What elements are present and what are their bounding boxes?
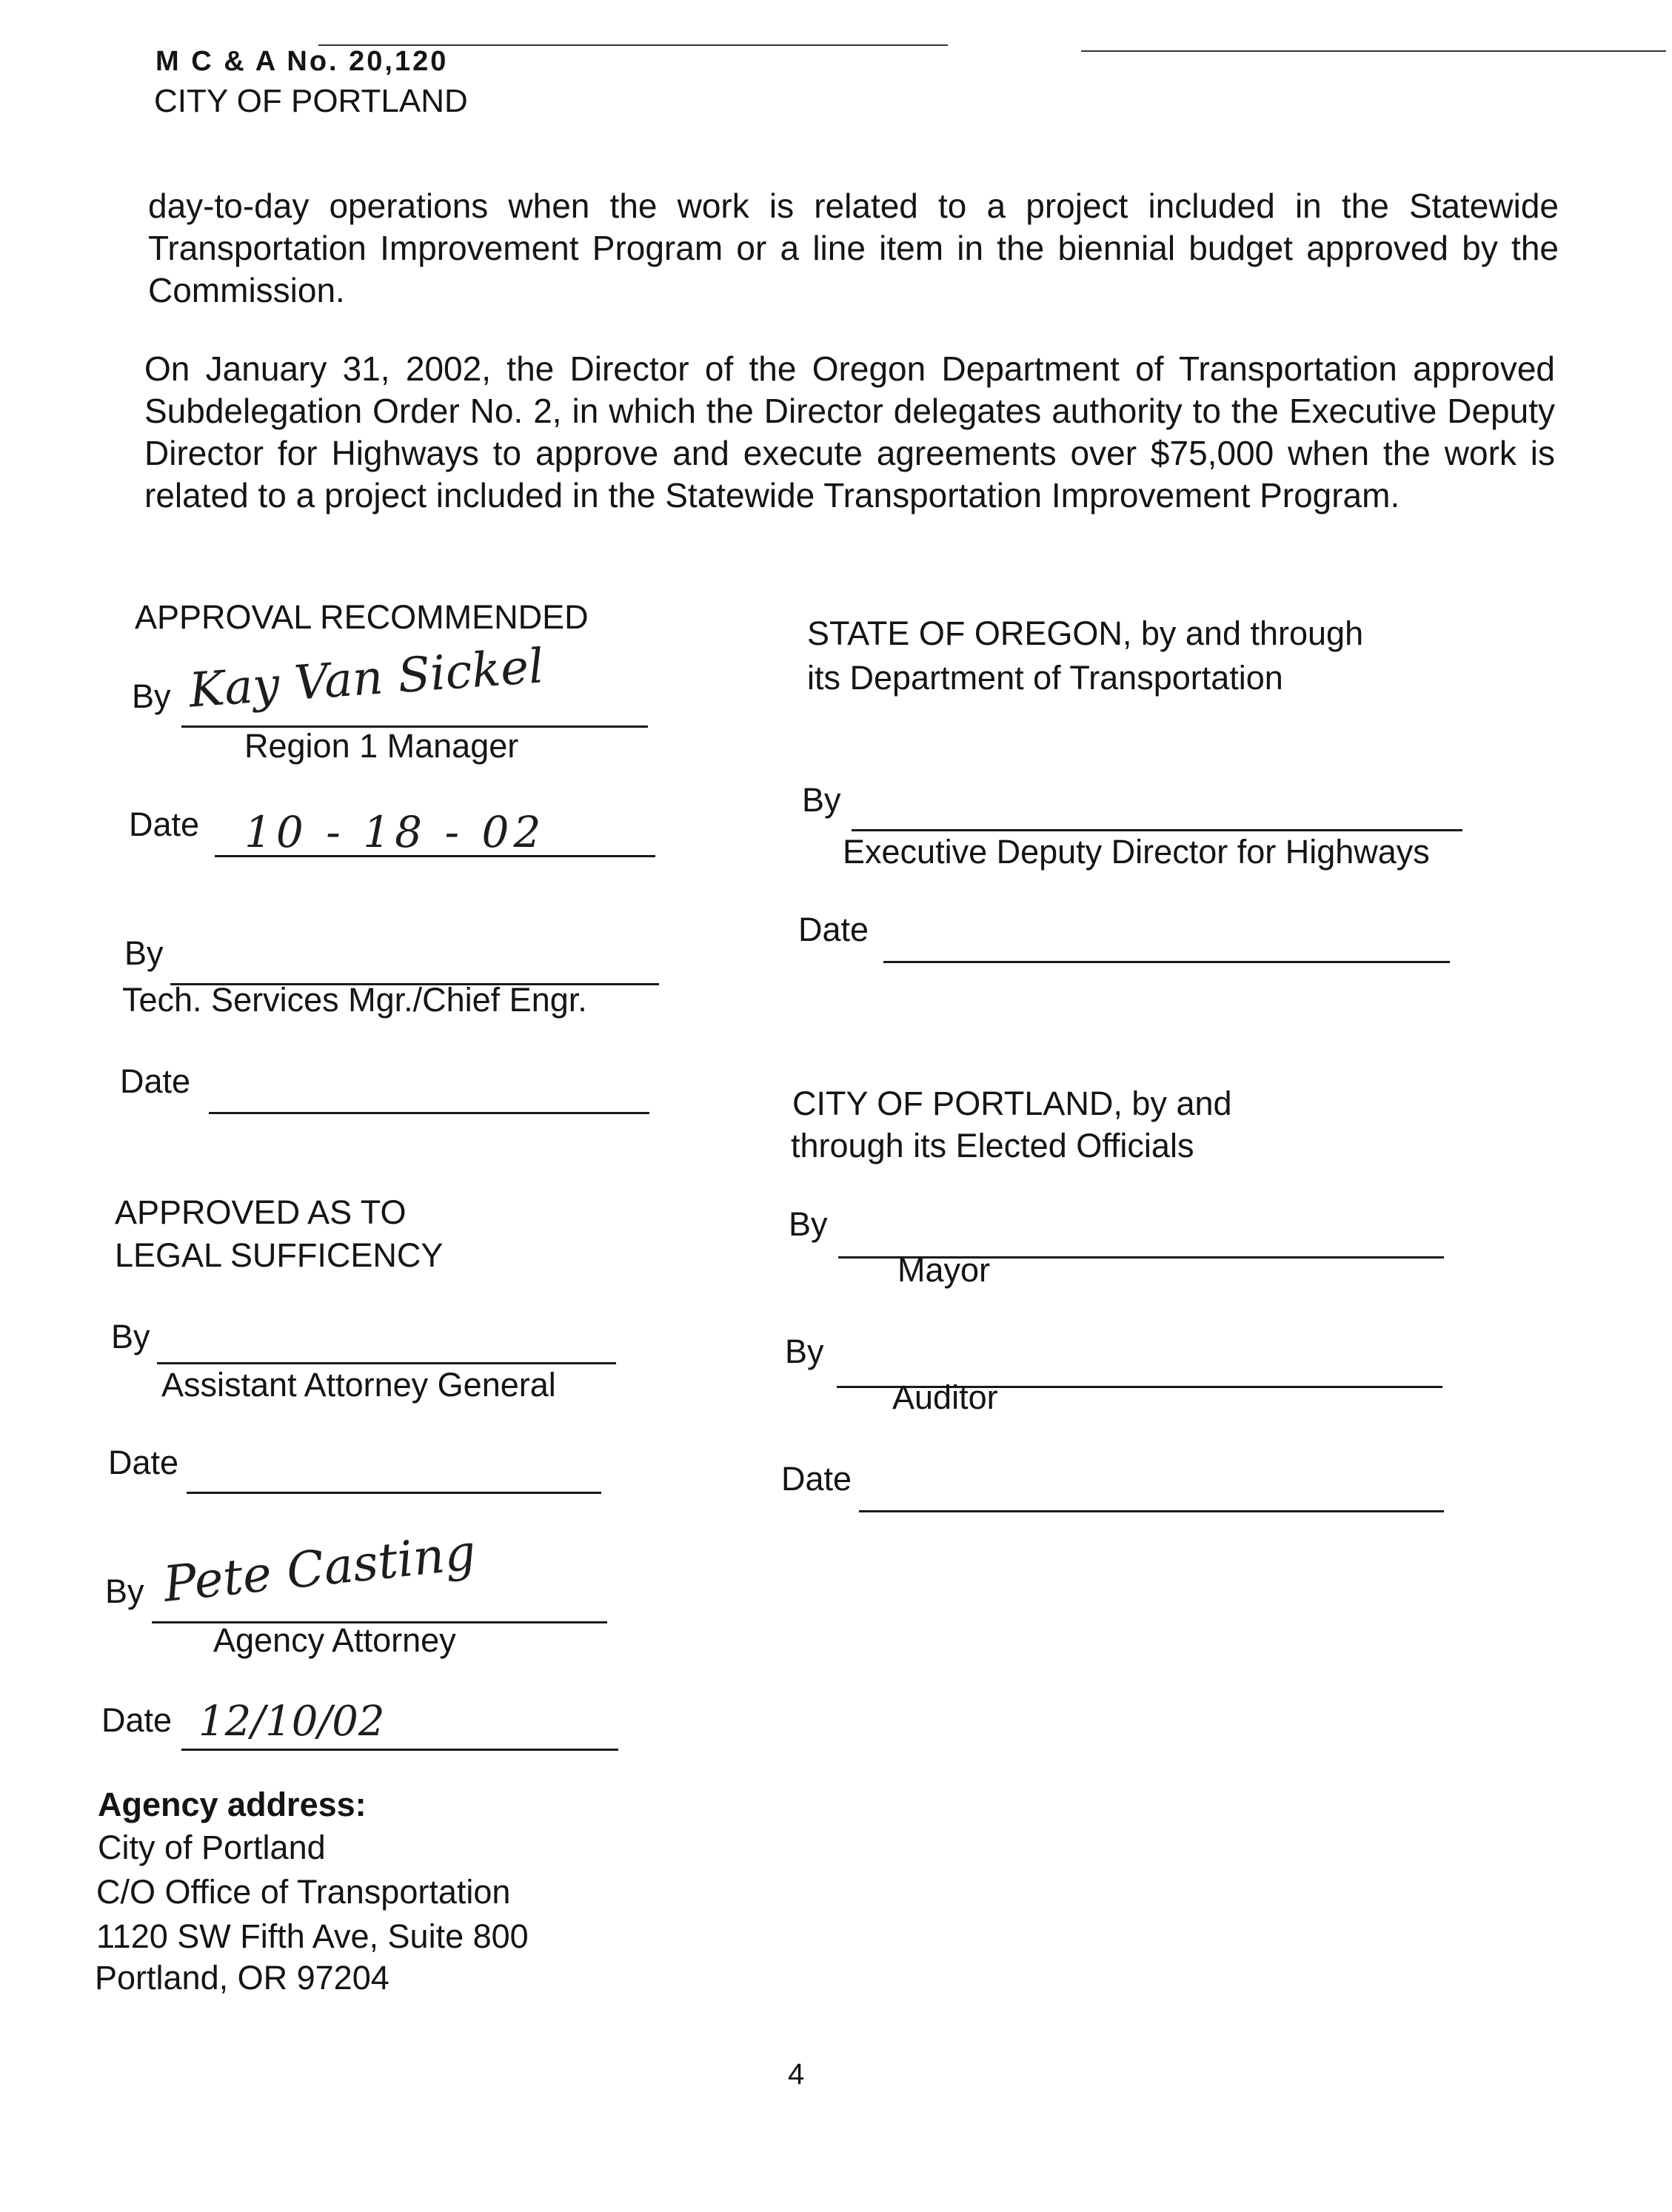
by-label-auditor: By	[785, 1333, 824, 1370]
header-rule-right	[1081, 50, 1666, 52]
date-label-region: Date	[129, 805, 200, 843]
region-signature: Kay Van Sickel	[187, 639, 546, 719]
agency-attorney-date-handwritten: 12/10/02	[198, 1697, 385, 1746]
date-label-aag: Date	[108, 1444, 179, 1481]
agency-address-line-1: City of Portland	[98, 1829, 326, 1866]
agency-address-title: Agency address:	[98, 1786, 367, 1823]
date-label-agency-attorney: Date	[101, 1701, 173, 1739]
approval-recommended-heading: APPROVAL RECOMMENDED	[135, 598, 589, 636]
paragraph-2: On January 31, 2002, the Director of the Oregon Department of Transportation approved Subdelegation Order No. 2, in which the Director delegates authority to the Executive Deputy Director for Highways to approve and execute agreements over $75,000 when the work is related to a project included in the Statewide Transportation Improvement Program.	[144, 349, 1555, 515]
agency-address-line-2: C/O Office of Transportation	[96, 1873, 511, 1911]
exec-deputy-director-caption: Executive Deputy Director for Highways	[843, 833, 1430, 871]
assistant-attorney-general-caption: Assistant Attorney General	[161, 1366, 556, 1404]
date-label-tech: Date	[120, 1062, 191, 1100]
signature-line-exec[interactable]	[852, 829, 1462, 831]
state-heading-line-1: STATE OF OREGON, by and through	[807, 614, 1364, 652]
date-line-city[interactable]	[859, 1510, 1444, 1512]
legal-heading-line-1: APPROVED AS TO	[115, 1193, 407, 1231]
state-heading-line-2: its Department of Transportation	[807, 659, 1283, 697]
date-line-exec[interactable]	[883, 961, 1450, 963]
agency-address-line-4: Portland, OR 97204	[95, 1959, 389, 1997]
by-label-tech: By	[124, 934, 164, 972]
by-label-agency-attorney: By	[105, 1572, 144, 1610]
mayor-caption: Mayor	[897, 1251, 991, 1289]
tech-services-caption: Tech. Services Mgr./Chief Engr.	[122, 981, 587, 1019]
agency-address-line-3: 1120 SW Fifth Ave, Suite 800	[96, 1917, 529, 1955]
agency-attorney-caption: Agency Attorney	[213, 1621, 456, 1659]
region-date-handwritten: 10 - 18 - 02	[244, 807, 546, 857]
date-line-tech[interactable]	[209, 1112, 649, 1114]
city-heading-line-1: CITY OF PORTLAND, by and	[792, 1085, 1232, 1122]
agency-attorney-signature: Pete Casting	[161, 1524, 479, 1613]
auditor-caption: Auditor	[892, 1378, 998, 1416]
signature-line-aag[interactable]	[157, 1362, 616, 1364]
paragraph-1: day-to-day operations when the work is related to a project included in the Statewide Transportation Improvement Program or a line item in the biennial budget approved by the Commission.	[148, 187, 1559, 309]
date-label-city: Date	[781, 1460, 852, 1498]
page-number: 4	[788, 2058, 805, 2091]
document-reference: M C & A No. 20,120	[156, 46, 449, 77]
by-label-exec: By	[802, 781, 841, 819]
region-manager-caption: Region 1 Manager	[244, 727, 519, 765]
by-label-mayor: By	[789, 1205, 828, 1243]
by-label-region: By	[132, 677, 171, 715]
date-line-aag[interactable]	[187, 1492, 601, 1494]
document-city: CITY OF PORTLAND	[154, 83, 468, 119]
date-line-agency-attorney[interactable]	[181, 1749, 618, 1751]
by-label-aag: By	[111, 1318, 150, 1355]
city-heading-line-2: through its Elected Officials	[791, 1127, 1194, 1164]
legal-heading-line-2: LEGAL SUFFICENCY	[115, 1236, 444, 1274]
date-label-exec: Date	[798, 911, 869, 948]
